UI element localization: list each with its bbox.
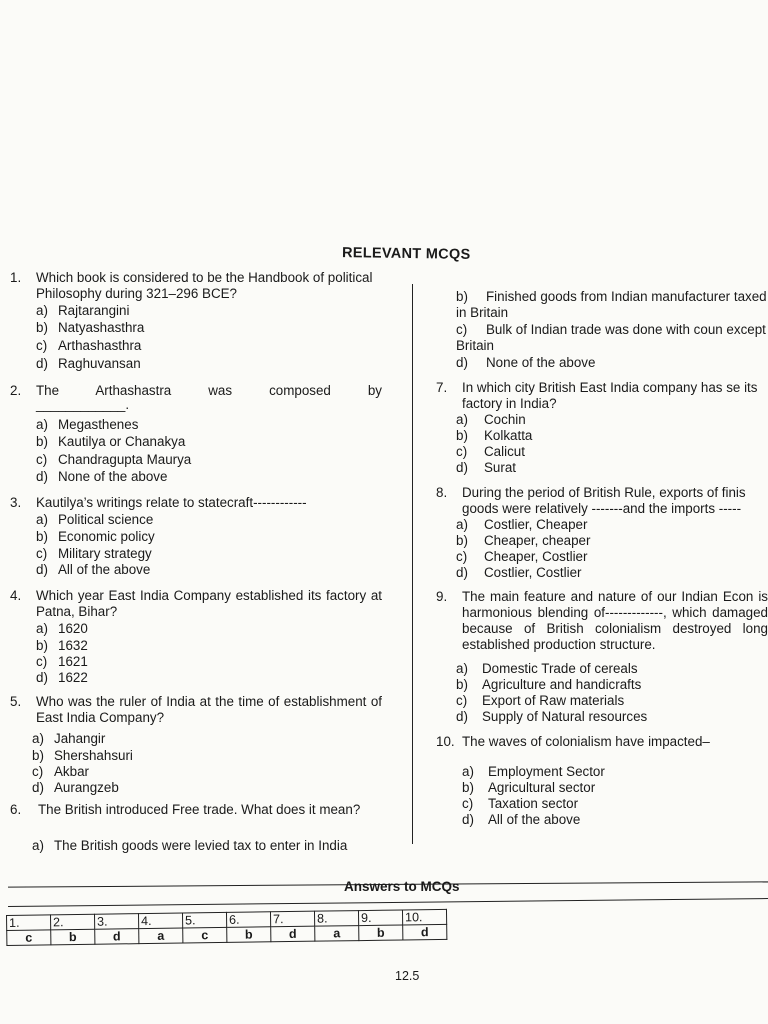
option [456, 677, 641, 693]
option-text: Employment Sector [488, 764, 605, 779]
option [36, 621, 88, 637]
option-text: Costlier, Cheaper [484, 517, 588, 532]
option [36, 417, 138, 433]
option [36, 356, 141, 372]
option-text: Natyashasthra [58, 320, 145, 335]
option-letter: a) [36, 621, 48, 636]
option-letter: d) [36, 469, 48, 484]
option [456, 355, 595, 371]
option-text: Supply of Natural resources [482, 709, 648, 724]
option-letter: b) [456, 677, 468, 692]
answer-key: d [403, 924, 447, 940]
question-number: 1. [10, 270, 22, 285]
option-letter: b) [36, 529, 48, 544]
option [456, 412, 526, 428]
option [456, 460, 516, 476]
option-text: Jahangir [54, 731, 106, 746]
option-text: All of the above [488, 812, 581, 827]
question-text: In which city British East India company has se its factory in India? [462, 380, 758, 411]
option [36, 529, 155, 545]
option [462, 812, 580, 828]
option [456, 517, 587, 533]
option [462, 780, 595, 796]
option-letter: b) [456, 289, 468, 304]
option-letter: a) [456, 517, 468, 532]
option-letter: d) [32, 780, 44, 795]
option [32, 764, 89, 780]
option-letter: b) [456, 533, 468, 548]
answer-key: a [139, 928, 183, 944]
option-text: The British goods were levied tax to enter in India [54, 838, 348, 853]
question-number: 4. [10, 588, 22, 603]
option-letter: b) [36, 638, 48, 653]
option [456, 533, 590, 549]
option [36, 303, 129, 319]
option [462, 796, 578, 812]
answer-key: c [7, 930, 51, 946]
question-text: The waves of colonialism have impacted– [462, 734, 710, 749]
option-text: None of the above [58, 469, 168, 484]
option-text: 1622 [58, 670, 88, 685]
option-letter: b) [456, 428, 468, 443]
option-letter: c) [36, 338, 48, 353]
option [462, 764, 605, 780]
option [36, 638, 88, 654]
option-text: Chandragupta Maurya [58, 452, 192, 467]
option-text: 1620 [58, 621, 88, 636]
option-letter: d) [456, 355, 468, 370]
option [32, 780, 119, 796]
question-number: 8. [436, 485, 448, 500]
option-text: Aurangzeb [54, 780, 119, 795]
option [36, 338, 141, 354]
answer-blank: ____________. [36, 397, 130, 412]
question-number: 9. [436, 589, 448, 604]
option-letter: a) [462, 764, 474, 779]
option-letter: a) [36, 303, 48, 318]
question-number: 7. [436, 380, 448, 395]
option-text: Agriculture and handicrafts [482, 677, 642, 692]
option [36, 452, 191, 468]
question-text: The main feature and nature of our Indian Econ is harmonious blending of-------------, which damaged because of British colonialism destroyed long established production structure. [462, 589, 768, 652]
option-text: 1621 [58, 654, 88, 669]
option-text: Bulk of Indian trade was done with coun except Britain [456, 322, 766, 353]
answer-key: d [95, 929, 139, 945]
answer-number: 5. [182, 912, 226, 928]
option-letter: b) [462, 780, 474, 795]
option-letter: d) [36, 356, 48, 371]
option [456, 693, 624, 709]
option-text: Economic policy [58, 529, 155, 544]
option-letter: a) [36, 512, 48, 527]
option-text: Cheaper, Costlier [484, 549, 588, 564]
option-text: Arthashasthra [58, 338, 142, 353]
option-text: Export of Raw materials [482, 693, 625, 708]
option-letter: a) [32, 838, 44, 853]
question-text: The British introduced Free trade. What does it mean? [38, 802, 361, 817]
option [32, 731, 105, 747]
section-heading: RELEVANT MCQS [341, 245, 471, 263]
option-text: 1632 [58, 638, 88, 653]
option-letter: c) [36, 546, 48, 561]
option-letter: d) [456, 565, 468, 580]
question-number: 2. [10, 383, 22, 398]
option-text: Cheaper, cheaper [484, 533, 591, 548]
option-text: Domestic Trade of cereals [482, 661, 638, 676]
option-text: Political science [58, 512, 154, 527]
option-letter: a) [456, 661, 468, 676]
question-text: During the period of British Rule, exports of finis goods were relatively -------and the imports ----- [462, 485, 746, 516]
option-text: Kolkatta [484, 428, 533, 443]
option [456, 322, 768, 354]
option-letter: b) [36, 320, 48, 335]
option-letter: d) [456, 460, 468, 475]
question-number: 3. [10, 495, 22, 510]
question-text: Which book is considered to be the Handbook of political Philosophy during 321–296 BCE? [36, 270, 373, 301]
option-letter: d) [36, 670, 48, 685]
answers-title: Answers to MCQs [344, 879, 460, 894]
answer-number: 2. [51, 914, 95, 930]
option-text: Rajtarangini [58, 303, 130, 318]
question-text: Which year East India Company established its factory at Patna, Bihar? [36, 588, 382, 619]
answer-number: 7. [270, 911, 314, 927]
answer-key: b [51, 929, 95, 945]
option [32, 748, 133, 764]
option-text: Megasthenes [58, 417, 139, 432]
question-number: 10. [436, 734, 455, 749]
option-text: None of the above [486, 355, 596, 370]
option-letter: d) [36, 562, 48, 577]
answer-key: c [183, 927, 227, 943]
option [456, 428, 532, 444]
option-letter: d) [456, 709, 468, 724]
option [36, 654, 88, 670]
option-text: Akbar [54, 764, 89, 779]
option [36, 546, 152, 562]
option-text: Costlier, Costlier [484, 565, 582, 580]
option-text: Kautilya or Chanakya [58, 434, 186, 449]
section-rule [8, 898, 768, 907]
answer-number: 6. [226, 912, 270, 928]
answer-number: 3. [94, 914, 138, 930]
option [36, 320, 144, 336]
answer-number: 8. [314, 911, 358, 927]
option-text: Calicut [484, 444, 525, 459]
option-letter: c) [456, 693, 468, 708]
option-letter: c) [32, 764, 44, 779]
option-text: Finished goods from Indian manufacturer taxed in Britain [456, 289, 767, 320]
option-letter: a) [456, 412, 468, 427]
option [36, 562, 150, 578]
answer-number: 9. [358, 910, 402, 926]
answer-key: d [271, 926, 315, 942]
question-text: Kautilya’s writings relate to statecraft------------ [36, 495, 307, 510]
question-number: 6. [10, 802, 22, 817]
option [36, 434, 185, 450]
question-number: 5. [10, 694, 22, 709]
answer-number: 4. [138, 913, 182, 929]
page-number: 12.5 [395, 969, 420, 983]
answer-number: 10. [402, 909, 446, 925]
option-letter: c) [456, 549, 468, 564]
answer-key-table [6, 909, 447, 946]
option-letter: b) [32, 748, 44, 763]
option-text: All of the above [58, 562, 151, 577]
answer-key: b [359, 925, 403, 941]
option-letter: c) [456, 322, 468, 337]
option-text: Shershahsuri [54, 748, 133, 763]
option-letter: a) [36, 417, 48, 432]
option-text: Surat [484, 460, 517, 475]
option [36, 670, 88, 686]
option-letter: c) [462, 796, 474, 811]
option [456, 549, 587, 565]
option [456, 661, 638, 677]
option-text: Cochin [484, 412, 526, 427]
option [456, 444, 525, 460]
question-text: Who was the ruler of India at the time of establishment of East India Company? [36, 694, 382, 725]
answer-key: a [315, 926, 359, 942]
option [32, 838, 384, 854]
option [36, 512, 153, 528]
answer-number: 1. [7, 915, 51, 931]
option [36, 469, 167, 485]
option-text: Taxation sector [488, 796, 579, 811]
option-text: Military strategy [58, 546, 152, 561]
option-letter: c) [36, 452, 48, 467]
option [456, 709, 647, 725]
option-letter: c) [456, 444, 468, 459]
option [456, 289, 768, 321]
option-letter: b) [36, 434, 48, 449]
option-text: Agricultural sector [488, 780, 596, 795]
option-letter: d) [462, 812, 474, 827]
question-text: The Arthashastra was composed by [36, 383, 382, 398]
column-divider [412, 284, 413, 844]
option-letter: a) [32, 731, 44, 746]
answer-key: b [227, 927, 271, 943]
option-text: Raghuvansan [58, 356, 141, 371]
option-letter: c) [36, 654, 48, 669]
option [456, 565, 581, 581]
